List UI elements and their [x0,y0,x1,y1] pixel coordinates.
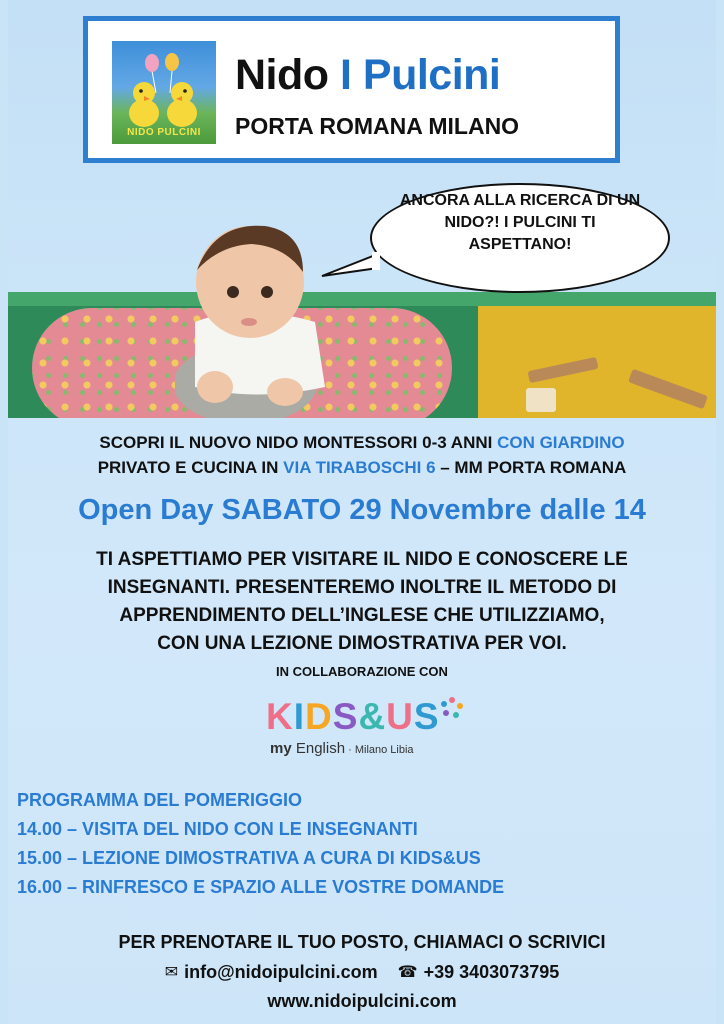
bubble-text: ANCORA ALLA RICERCA DI UN NIDO?! I PULCINI TI ASPETTANO! [399,192,641,253]
website-link[interactable]: www.nidoipulcini.com [267,991,457,1011]
logo-letter: U [386,696,414,737]
collaboration-label: IN COLLABORAZIONE CON [276,664,448,679]
sparkle-icon [440,696,464,720]
intro-part-1: SCOPRI IL NUOVO NIDO MONTESSORI 0-3 ANNI [99,433,498,452]
title-pulcini: I Pulcini [340,51,501,99]
envelope-icon: ✉ [164,964,179,981]
subtitle-my: my [270,740,292,757]
logo-letter: I [293,696,306,737]
booking-section [8,928,716,1016]
contact-line [165,958,560,987]
logo-letter: S [413,696,440,737]
wooden-block [526,388,556,412]
title-nido: Nido [235,51,329,99]
header-box [83,16,620,163]
baby-figure [175,212,355,418]
bubble-tail [320,250,380,280]
invite-line-4: CON UNA LEZIONE DIMOSTRATIVA PER VOI. [157,633,567,654]
kids-and-us-logo [266,696,466,766]
invite-line-2: INSEGNANTI. PRESENTEREMO INOLTRE IL METODO DI [107,577,617,598]
program-item: 14.00 – VISITA DEL NIDO CON LE INSEGNANTI [17,819,418,839]
kids-and-us-subtitle [270,740,414,757]
logo-label: NIDO PULCINI [127,127,201,138]
intro-highlight-garden: CON GIARDINO [497,433,625,452]
nido-pulcini-logo [112,41,216,144]
open-day-heading: Open Day SABATO 29 Novembre dalle 14 [78,494,646,526]
intro-highlight-address: VIA TIRABOSCHI 6 [283,458,436,477]
phone-link[interactable]: +39 3403073795 [423,962,560,982]
play-mat-strip [8,292,716,306]
page-subtitle: PORTA ROMANA MILANO [235,113,520,139]
logo-letter: D [305,696,333,737]
logo-letter: S [332,696,359,737]
subtitle-english: English [291,740,346,757]
invite-line-1: TI ASPETTIAMO PER VISITARE IL NIDO E CONOSCERE LE [96,549,628,570]
intro-part-3: – MM PORTA ROMANA [435,458,627,477]
intro-part-2: PRIVATO E CUCINA IN [97,458,284,477]
program-item: 15.00 – LEZIONE DIMOSTRATIVA A CURA DI KIDS&US [17,848,481,868]
subtitle-location: · Milano Libia [345,744,414,756]
email-link[interactable]: info@nidoipulcini.com [184,962,378,982]
page-title [235,51,500,100]
baby-photo [8,292,716,418]
intro-text [8,430,716,480]
logo-letter: K [266,696,294,737]
program-item: 16.00 – RINFRESCO E SPAZIO ALLE VOSTRE DOMANDE [17,877,505,897]
invite-line-3: APPRENDIMENTO DELL’INGLESE CHE UTILIZZIAMO, [119,605,605,626]
invite-text [8,546,716,658]
booking-cta: PER PRENOTARE IL TUO POSTO, CHIAMACI O SCRIVICI [118,932,606,952]
kids-and-us-wordmark [266,696,440,738]
program-title: PROGRAMMA DEL POMERIGGIO [17,790,303,810]
phone-icon: ☎ [397,964,418,981]
logo-letter: & [358,696,387,737]
program-list [17,786,504,902]
